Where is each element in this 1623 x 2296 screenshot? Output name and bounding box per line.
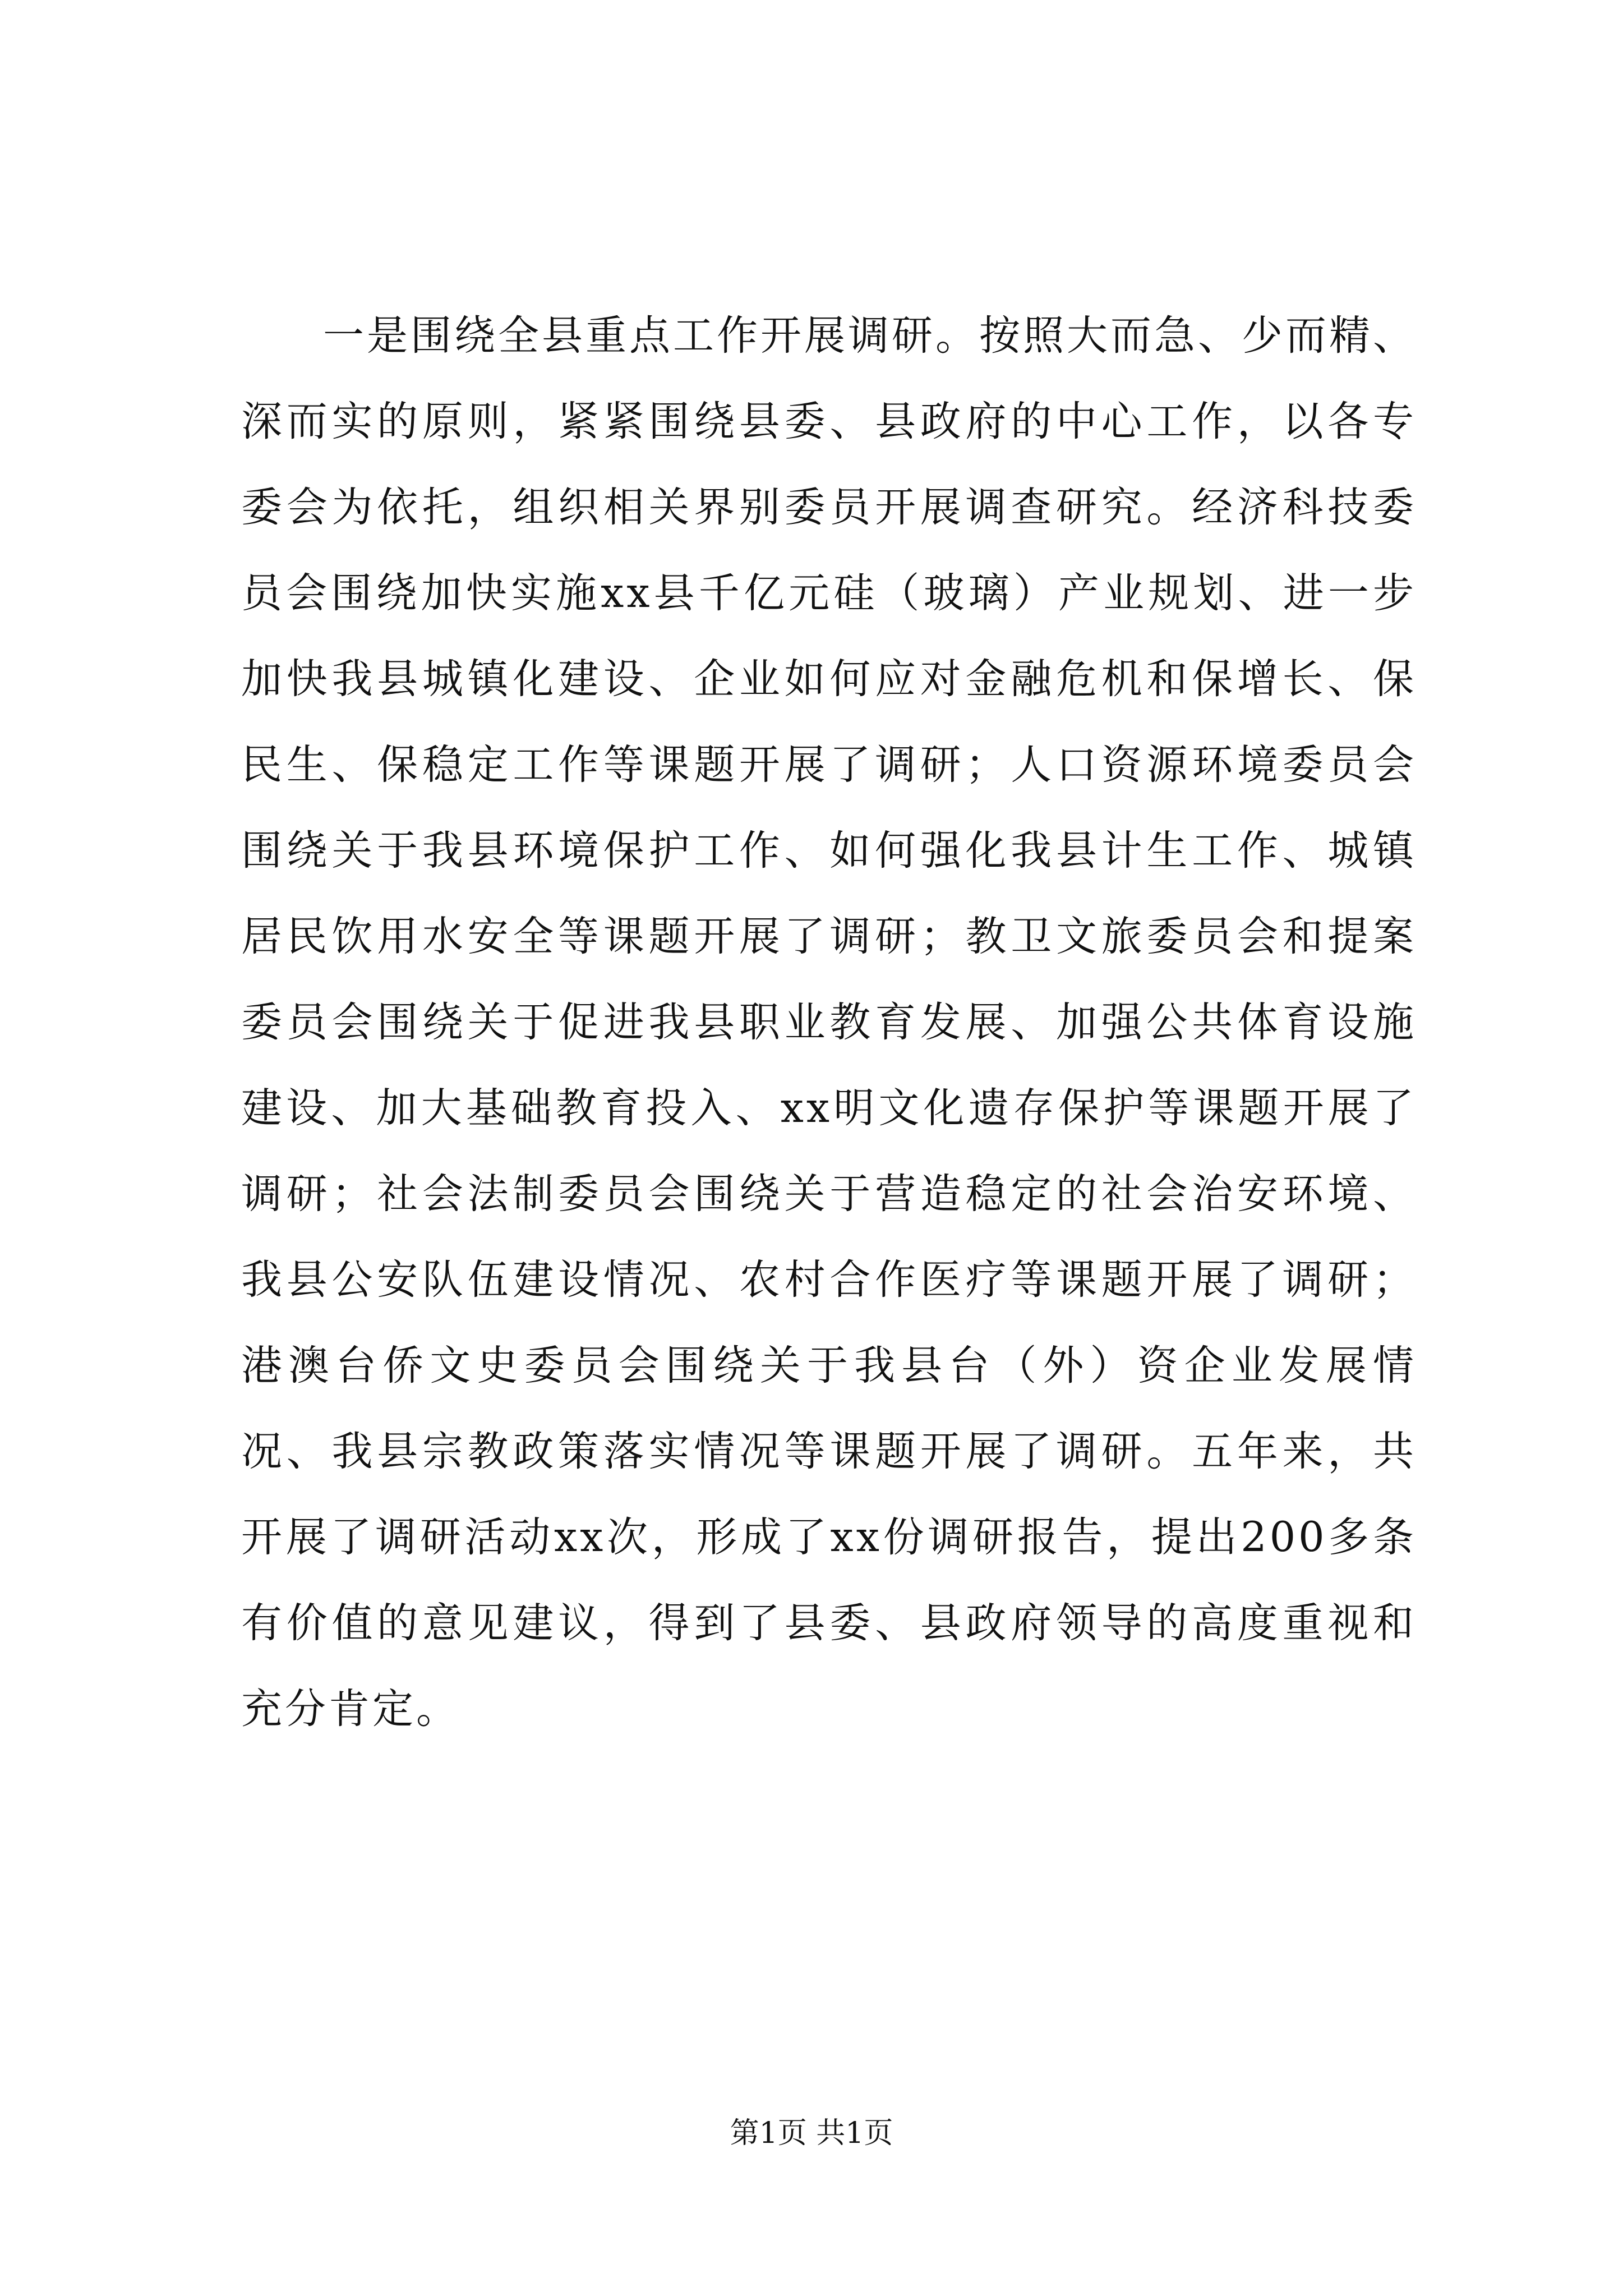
body-paragraph: 一是围绕全县重点工作开展调研。按照大而急、少而精、深而实的原则，紧紧围绕县委、县政府的中心工作，以各专委会为依托，组织相关界别委员开展调查研究。经济科技委员会围绕加快实施xx县千亿元硅（玻璃）产业规划、进一步加快我县城镇化建设、企业如何应对金融危机和保增长、保民生、保稳定工作等课题开展了调研；人口资源环境委员会围绕关于我县环境保护工作、如何强化我县计生工作、城镇居民饮用水安全等课题开展了调研；教卫文旅委员会和提案委员会围绕关于促进我县职业教育发展、加强公共体育设施建设、加大基础教育投入、xx明文化遗存保护等课题开展了调研；社会法制委员会围绕关于营造稳定的社会治安环境、我县公安队伍建设情况、农村合作医疗等课题开展了调研；港澳台侨文史委员会围绕关于我县台（外）资企业发展情况、我县宗教政策落实情况等课题开展了调研。五年来，共开展了调研活动xx次，形成了xx份调研报告，提出200多条有价值的意见建议，得到了县委、县政府领导的高度重视和充分肯定。 (241, 312, 1417, 1733)
page-footer: 第1页 共1页 (730, 2116, 893, 2150)
